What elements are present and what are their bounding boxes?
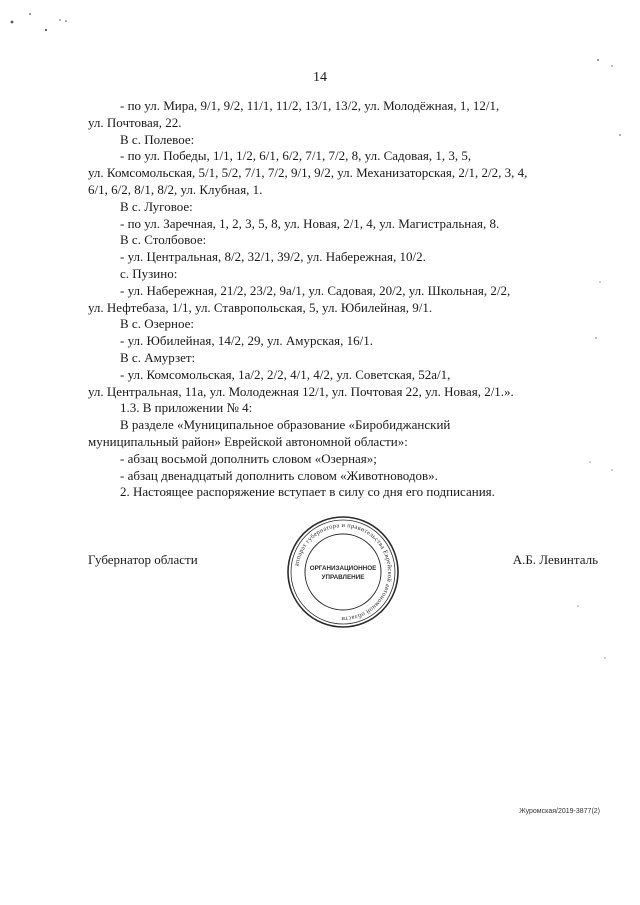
paragraph-line: ул. Нефтебаза, 1/1, ул. Ставропольская, 5, ул. Юбилейная, 9/1. [88, 299, 433, 315]
paragraph-line: - по ул. Победы, 1/1, 1/2, 6/1, 6/2, 7/1, 7/2, 8, ул. Садовая, 1, 3, 5, [120, 148, 472, 164]
village-heading: с. Пузино: [120, 265, 178, 281]
village-heading: В с. Амурзет: [120, 349, 196, 365]
paragraph-line: ул. Центральная, 11а, ул. Молодежная 12/1, ул. Почтовая 22, ул. Новая, 2/1.». [88, 383, 514, 399]
paragraph-line: - по ул. Заречная, 1, 2, 3, 5, 8, ул. Новая, 2/1, 4, ул. Магистральная, 8. [120, 215, 500, 231]
village-heading: В с. Столбовое: [120, 232, 207, 248]
paragraph-line: 2. Настоящее распоряжение вступает в силу со дня его подписания. [120, 484, 495, 500]
signer-title: Губернатор области [88, 552, 198, 567]
paragraph-line: - абзац двенадцатый дополнить словом «Животноводов». [120, 467, 438, 483]
stamp-outer-text: аппарат губернатора и правительства Еврейской автономной области [293, 521, 394, 623]
paragraph-line: - ул. Юбилейная, 14/2, 29, ул. Амурская, 16/1. [120, 333, 373, 349]
village-heading: В с. Луговое: [120, 198, 193, 214]
stamp-seal-icon [284, 513, 402, 631]
official-stamp [284, 513, 402, 631]
paragraph-line: муниципальный район» Еврейской автономной области»: [88, 433, 408, 449]
paragraph-line: - ул. Центральная, 8/2, 32/1, 39/2, ул. Набережная, 10/2. [120, 249, 426, 265]
paragraph-line: В разделе «Муниципальное образование «Биробиджанский [120, 417, 451, 433]
document-body [88, 98, 598, 501]
paragraph-line: - абзац восьмой дополнить словом «Озерная»; [120, 450, 377, 466]
paragraph-line: - ул. Комсомольская, 1а/2, 2/2, 4/1, 4/2, ул. Советская, 52а/1, [120, 366, 451, 382]
page-number: 14 [313, 70, 327, 85]
paragraph-line: 6/1, 6/2, 8/1, 8/2, ул. Клубная, 1. [88, 181, 263, 197]
paragraph-line: ул. Комсомольская, 5/1, 5/2, 7/1, 7/2, 9/1, 9/2, ул. Механизаторская, 2/1, 2/2, 3, 4, [88, 165, 528, 181]
section-heading: 1.3. В приложении № 4: [120, 400, 253, 416]
stamp-center-line-2: УПРАВЛЕНИЕ [321, 574, 365, 581]
paragraph-line: - ул. Набережная, 21/2, 23/2, 9а/1, ул. Садовая, 20/2, ул. Школьная, 2/2, [120, 282, 511, 298]
village-heading: В с. Озерное: [120, 316, 194, 332]
paragraph-line: ул. Почтовая, 22. [88, 114, 182, 130]
paragraph-line: - по ул. Мира, 9/1, 9/2, 11/1, 11/2, 13/1, 13/2, ул. Молодёжная, 1, 12/1, [120, 98, 500, 113]
signer-name: А.Б. Левинталь [512, 552, 598, 567]
village-heading: В с. Полевое: [120, 131, 195, 147]
document-footer-code: Журомская/2019-3877(2) [519, 808, 600, 815]
stamp-center-line-1: ОРГАНИЗАЦИОННОЕ [309, 565, 377, 572]
